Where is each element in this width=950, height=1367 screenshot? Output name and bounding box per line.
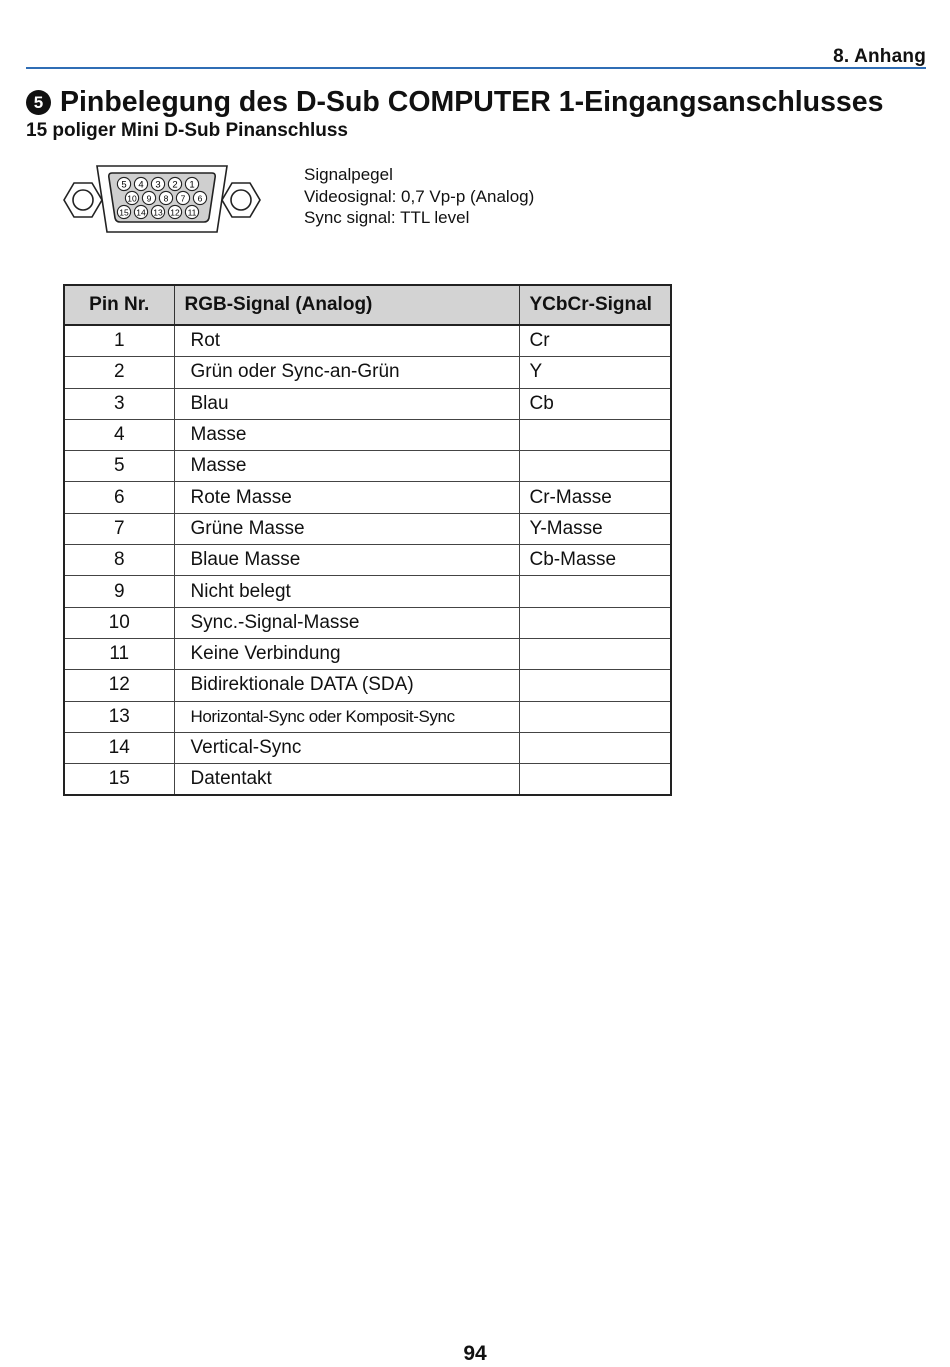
header-rule [26, 67, 926, 69]
pin-number-cell: 10 [64, 607, 174, 638]
pin-number-cell: 3 [64, 388, 174, 419]
pin-number-cell: 15 [64, 764, 174, 796]
table-row [64, 388, 671, 419]
table-row [64, 607, 671, 638]
pin-number-cell: 14 [64, 732, 174, 763]
signal-level-label: Signalpegel [304, 165, 393, 184]
ycbcr-signal-cell [519, 764, 671, 796]
ycbcr-signal-cell: Y [519, 357, 671, 388]
ycbcr-signal-cell [519, 638, 671, 669]
chapter-label: 8. Anhang [833, 46, 926, 67]
rgb-signal-cell: Masse [174, 419, 519, 450]
page-title [26, 86, 883, 119]
pin-number-cell: 5 [64, 451, 174, 482]
connector-pin-label: 9 [146, 193, 152, 204]
section-number-badge: 5 [26, 90, 51, 115]
pin-assignment-table [63, 284, 672, 796]
rgb-signal-cell: Sync.-Signal-Masse [174, 607, 519, 638]
connector-pin-label: 14 [136, 207, 146, 218]
connector-pin-label: 13 [153, 207, 163, 218]
connector-pin-label: 5 [121, 179, 127, 191]
rgb-signal-cell: Blaue Masse [174, 545, 519, 576]
pin-number-cell: 9 [64, 576, 174, 607]
rgb-signal-cell: Blau [174, 388, 519, 419]
table-row [64, 482, 671, 513]
ycbcr-signal-cell: Cr-Masse [519, 482, 671, 513]
table-row [64, 670, 671, 701]
table-row [64, 419, 671, 450]
table-row [64, 764, 671, 796]
page-subtitle: 15 poliger Mini D-Sub Pinanschluss [26, 120, 348, 141]
pin-number-cell: 2 [64, 357, 174, 388]
page-number: 94 [463, 1342, 487, 1365]
table-row [64, 576, 671, 607]
ycbcr-signal-cell [519, 670, 671, 701]
rgb-signal-cell: Horizontal-Sync oder Komposit-Sync [174, 701, 519, 732]
table-row [64, 732, 671, 763]
table-row [64, 357, 671, 388]
table-row [64, 325, 671, 357]
table-header-row [64, 285, 671, 325]
ycbcr-signal-cell [519, 419, 671, 450]
rgb-signal-cell: Rot [174, 325, 519, 357]
connector-pin-label: 3 [155, 179, 161, 191]
connector-pin-label: 15 [119, 207, 129, 218]
rgb-signal-cell: Grün oder Sync-an-Grün [174, 357, 519, 388]
table-row [64, 545, 671, 576]
connector-pin-label: 12 [170, 207, 180, 218]
pin-number-cell: 8 [64, 545, 174, 576]
ycbcr-signal-cell [519, 732, 671, 763]
connector-pin-label: 8 [163, 193, 169, 204]
ycbcr-signal-cell [519, 701, 671, 732]
pin-number-cell: 6 [64, 482, 174, 513]
table-row [64, 701, 671, 732]
signal-info [304, 164, 534, 229]
rgb-signal-cell: Bidirektionale DATA (SDA) [174, 670, 519, 701]
header-pin-nr: Pin Nr. [64, 285, 174, 325]
pin-number-cell: 4 [64, 419, 174, 450]
rgb-signal-cell: Masse [174, 451, 519, 482]
pin-number-cell: 7 [64, 513, 174, 544]
rgb-signal-cell: Rote Masse [174, 482, 519, 513]
connector-pin-label: 2 [172, 179, 178, 191]
ycbcr-signal-cell [519, 576, 671, 607]
ycbcr-signal-cell: Cb [519, 388, 671, 419]
table-row [64, 451, 671, 482]
rgb-signal-cell: Grüne Masse [174, 513, 519, 544]
ycbcr-signal-cell [519, 607, 671, 638]
rgb-signal-cell: Datentakt [174, 764, 519, 796]
connector-pin-label: 1 [189, 179, 195, 191]
connector-pin-label: 10 [127, 193, 137, 204]
sync-signal-text: Sync signal: TTL level [304, 208, 470, 227]
pin-number-cell: 11 [64, 638, 174, 669]
ycbcr-signal-cell: Cr [519, 325, 671, 357]
pin-number-cell: 1 [64, 325, 174, 357]
pin-number-cell: 13 [64, 701, 174, 732]
header-ycbcr-signal: YCbCr-Signal [519, 285, 671, 325]
table-row [64, 638, 671, 669]
table-row [64, 513, 671, 544]
ycbcr-signal-cell [519, 451, 671, 482]
pin-number-cell: 12 [64, 670, 174, 701]
rgb-signal-cell: Keine Verbindung [174, 638, 519, 669]
rgb-signal-cell: Vertical-Sync [174, 732, 519, 763]
page-title-text: Pinbelegung des D-Sub COMPUTER 1-Eingangsanschlusses [60, 86, 884, 118]
rgb-signal-cell: Nicht belegt [174, 576, 519, 607]
ycbcr-signal-cell: Y-Masse [519, 513, 671, 544]
connector-pin-label: 4 [138, 179, 144, 191]
video-signal-text: Videosignal: 0,7 Vp-p (Analog) [304, 186, 535, 206]
ycbcr-signal-cell: Cb-Masse [519, 545, 671, 576]
header-rgb-signal: RGB-Signal (Analog) [174, 285, 519, 325]
connector-pin-label: 6 [197, 193, 203, 204]
connector-pin-label: 7 [180, 193, 186, 204]
dsub-connector-icon [62, 160, 264, 234]
connector-pin-label: 11 [187, 207, 197, 218]
